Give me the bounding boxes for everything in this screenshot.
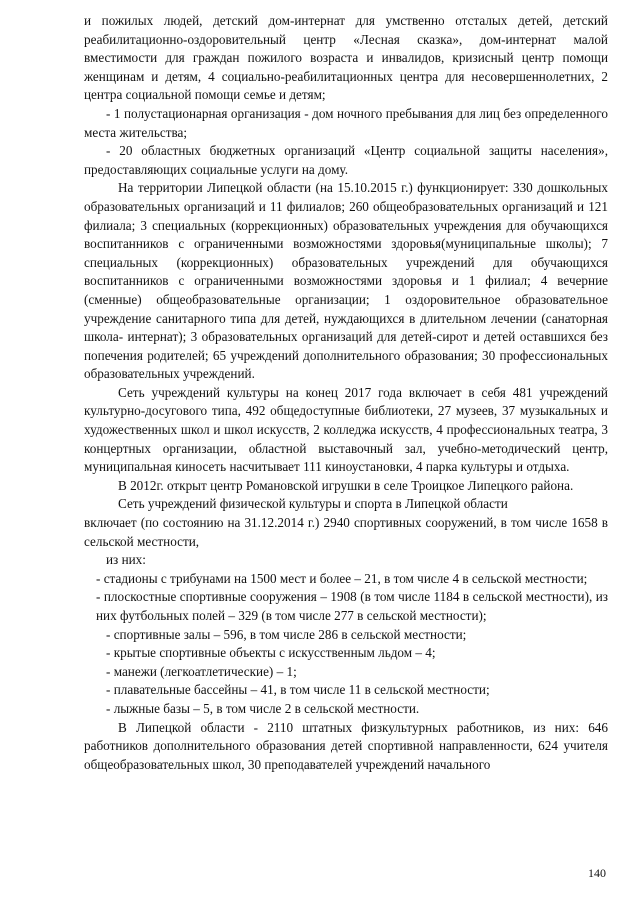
list-item: - крытые спортивные объекты с искусственным льдом – 4;	[106, 645, 436, 661]
list-item: - плоскостные спортивные сооружения – 1908 (в том числе 1184 в сельской местности), из них футбольных полей – 329 (в том числе 277 в сельской местности);	[96, 589, 608, 623]
document-body	[84, 12, 608, 774]
paragraph: В Липецкой области - 2110 штатных физкультурных работников, из них: 646 работников дополнительного образования детей спортивной направленности, 624 учителя общеобразовательных школ, 30 преподавателей учреждений начального	[84, 719, 608, 772]
paragraph: В 2012г. открыт центр Романовской игрушки в селе Троицкое Липецкого района.	[118, 477, 574, 493]
paragraph: и пожилых людей, детский дом-интернат для умственно отсталых детей, детский реабилитационно-оздоровительный центр «Лесная сказка», дом-интернат малой вместимости для граждан пожилого возраста и инвалидов, кризисный центр помощи женщинам и детям, 4 социально-реабилитационных центра для несовершеннолетних, 2 центра социальной помощи семье и детям;	[84, 13, 608, 103]
paragraph: включает (по состоянию на 31.12.2014 г.) 2940 спортивных сооружений, в том числе 1658 в сельской местности,	[84, 515, 608, 549]
list-item: - лыжные базы – 5, в том числе 2 в сельской местности.	[106, 700, 420, 716]
list-item: - плавательные бассейны – 41, в том числе 11 в сельской местности;	[106, 682, 490, 698]
paragraph: из них:	[106, 552, 146, 568]
list-item: - 20 областных бюджетных организаций «Центр социальной защиты населения», предоставляющих социальные услуги на дому.	[84, 143, 608, 177]
list-item: - 1 полустационарная организация - дом ночного пребывания для лиц без определенного места жительства;	[84, 105, 608, 140]
paragraph: Сеть учреждений физической культуры и спорта в Липецкой области	[118, 496, 508, 512]
list-item: - стадионы с трибунами на 1500 мест и более – 21, в том числе 4 в сельской местности;	[96, 570, 588, 586]
list-item: - спортивные залы – 596, в том числе 286 в сельской местности;	[106, 626, 467, 642]
paragraph: На территории Липецкой области (на 15.10.2015 г.) функционирует: 330 дошкольных образовательных организаций и 11 филиалов; 260 общеобразовательных организаций и 121 филиала; 3 специальных (коррекционных) образовательных учреждения для обучающихся воспитанников с ограниченными возможностями здоровья(муниципальные школы); 7 специальных (коррекционных) образовательных учреждений для обучающихся воспитанников с ограниченными возможностями здоровья и 1 филиал; 4 вечерние (сменные) общеобразовательные организации; 1 оздоровительное образовательное учреждение санитарного типа для детей, нуждающихся в длительном лечении (санаторная школа- интернат); 3 образовательных организаций для детей-сирот и детей оставшихся без попечения родителей; 65 учреждений дополнительного образования; 30 профессиональных образовательных учреждений.	[84, 180, 608, 382]
page-number: 140	[588, 866, 606, 880]
paragraph: Сеть учреждений культуры на конец 2017 года включает в себя 481 учреждений культурно-досугового типа, 492 общедоступные библиотеки, 27 музеев, 37 музыкальных и художественных школ и школ искусств, 2 колледжа искусств, 4 профессиональных театра, 3 концертных организации, областной выставочный зал, учебно-методический центр, муниципальная киносеть насчитывает 111 киноустановки, 4 парка культуры и отдыха.	[84, 384, 608, 475]
list-item: - манежи (легкоатлетические) – 1;	[106, 663, 297, 679]
